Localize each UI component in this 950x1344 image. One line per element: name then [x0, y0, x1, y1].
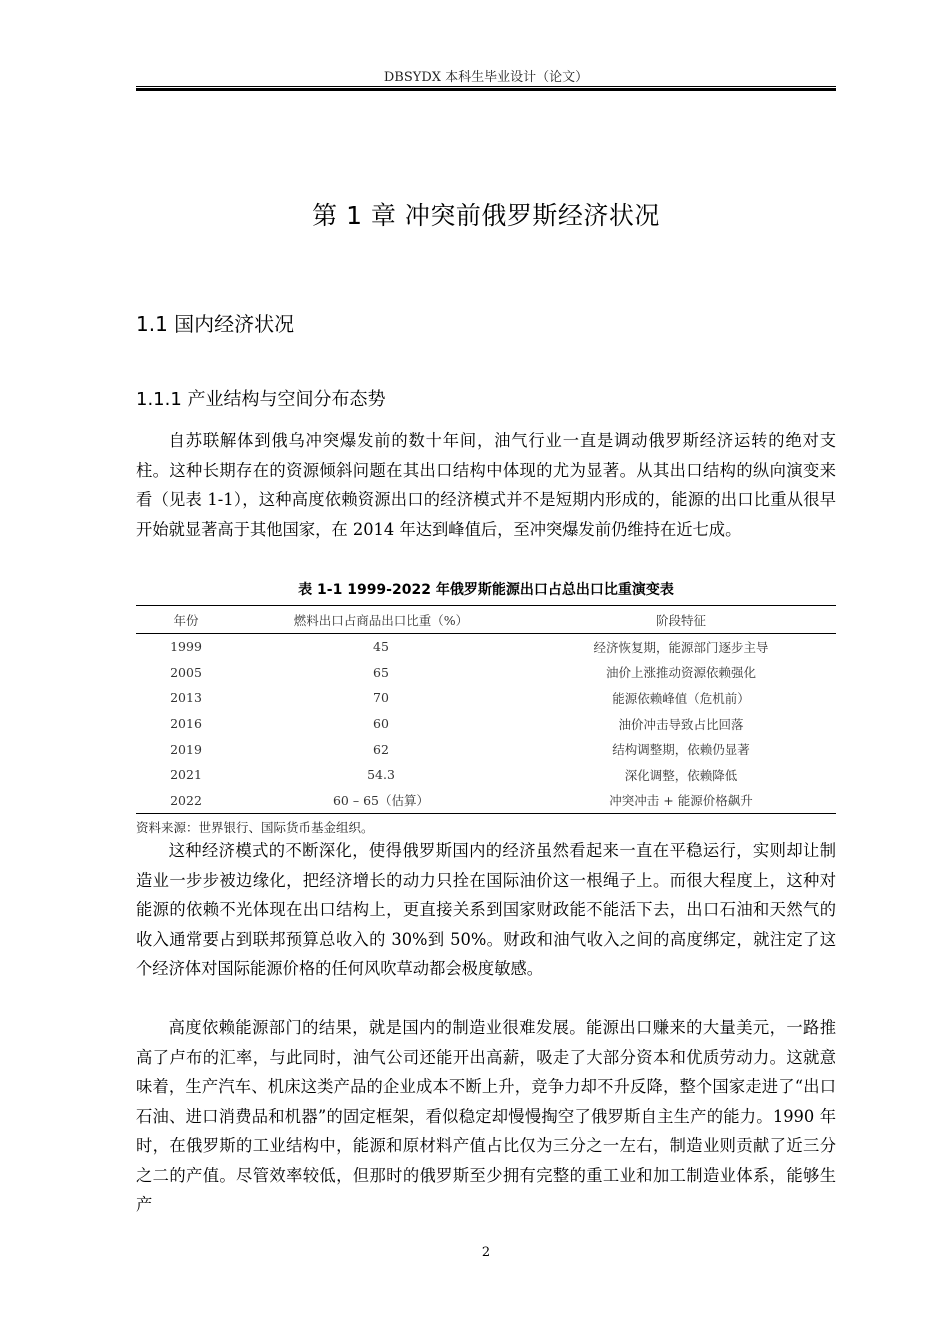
table-cell-year: 2013: [170, 690, 202, 706]
table-cell-share: 70: [373, 690, 389, 706]
table-cell-stage: 油价上涨推动资源依赖强化: [605, 665, 756, 681]
chapter-title: 第 1 章 冲突前俄罗斯经济状况: [312, 201, 660, 230]
table-cell-stage: 深化调整，依赖降低: [624, 767, 738, 783]
subsection-title: 1.1.1 产业结构与空间分布态势: [136, 389, 386, 410]
table-cell-year: 2022: [170, 792, 202, 808]
table-cell-year: 2005: [170, 664, 202, 680]
table-header-cell: 燃料出口占商品出口比重（%）: [293, 612, 469, 628]
table-cell-year: 1999: [170, 639, 202, 655]
table-source-note: 资料来源：世界银行、国际货币基金组织。: [136, 820, 374, 835]
table-cell-share: 54.3: [367, 767, 395, 783]
body-paragraph: 这种经济模式的不断深化，使得俄罗斯国内的经济虽然看起来一直在平稳运行，实则却让制造业一步步被边缘化，把经济增长的动力只拴在国际油价这一根绳子上。而很大程度上，这种对能源的依赖不光体现在出口结构上，更直接关系到国家财政能不能活下去，出口石油和天然气的收入通常要占到联邦预算总收入的 30%到 50%。财政和油气收入之间的高度绑定，就注定了这个经济体对国际能源价格的任何风吹草动都会极度敏感。: [136, 841, 836, 978]
header-rule-thin: [136, 86, 836, 87]
table-row: [136, 736, 836, 762]
table-cell-stage: 结构调整期，依赖仍显著: [612, 742, 750, 758]
page-number: 2: [481, 1245, 491, 1260]
table-cell-share: 60: [373, 716, 389, 732]
table-row: [136, 711, 836, 737]
energy-export-table: [136, 605, 836, 814]
body-paragraph: 高度依赖能源部门的结果，就是国内的制造业很难发展。能源出口赚来的大量美元，一路推高了卢布的汇率，与此同时，油气公司还能开出高薪，吸走了大部分资本和优质劳动力。这就意味着，生产汽车、机床这类产品的企业成本不断上升，竞争力却不升反降，整个国家走进了“出口石油、进口消费品和机器”的固定框架，看似稳定却慢慢掏空了俄罗斯自主生产的能力。1990 年时，在俄罗斯的工业结构中，能源和原材料产值占比仅为三分之一左右，制造业则贡献了近三分之二的产值。尽管效率较低，但那时的俄罗斯至少拥有完整的重工业和加工制造业体系，能够生产: [136, 1018, 836, 1214]
table-row: [136, 634, 836, 660]
table-row: [136, 788, 836, 814]
table-cell-stage: 冲突冲击 + 能源价格飙升: [609, 793, 753, 809]
table-row: [136, 685, 836, 711]
table-cell-stage: 油价冲击导致占比回落: [618, 716, 744, 732]
section-title: 1.1 国内经济状况: [136, 312, 295, 336]
table-cell-stage: 经济恢复期，能源部门逐步主导: [593, 639, 769, 655]
table-header-cell: 年份: [173, 612, 199, 628]
table-header-cell: 阶段特征: [655, 612, 706, 628]
page-header-title: DBSYDX 本科生毕业设计（论文）: [383, 70, 589, 85]
table-cell-share: 60 – 65（估算）: [332, 793, 429, 809]
table-row: [136, 762, 836, 788]
table-cell-year: 2016: [170, 716, 202, 732]
header-rule-thick: [136, 88, 836, 91]
table-cell-year: 2019: [170, 741, 202, 757]
table-cell-year: 2021: [170, 767, 202, 783]
body-paragraph: 自苏联解体到俄乌冲突爆发前的数十年间，油气行业一直是调动俄罗斯经济运转的绝对支柱。这种长期存在的资源倾斜问题在其出口结构中体现的尤为显著。从其出口结构的纵向演变来看（见表 1-1），这种高度依赖资源出口的经济模式并不是短期内形成的，能源的出口比重从很早开始就显著高于其他国家，在 2014 年达到峰值后，至冲突爆发前仍维持在近七成。: [136, 431, 836, 539]
table-row: [136, 660, 836, 686]
table-cell-stage: 能源依赖峰值（危机前）: [612, 690, 750, 706]
table-header-row: [136, 606, 836, 634]
table-cell-share: 65: [373, 664, 389, 680]
table-cell-share: 45: [373, 639, 389, 655]
table-cell-share: 62: [373, 741, 389, 757]
table-caption: 表 1-1 1999-2022 年俄罗斯能源出口占总出口比重演变表: [298, 582, 674, 598]
